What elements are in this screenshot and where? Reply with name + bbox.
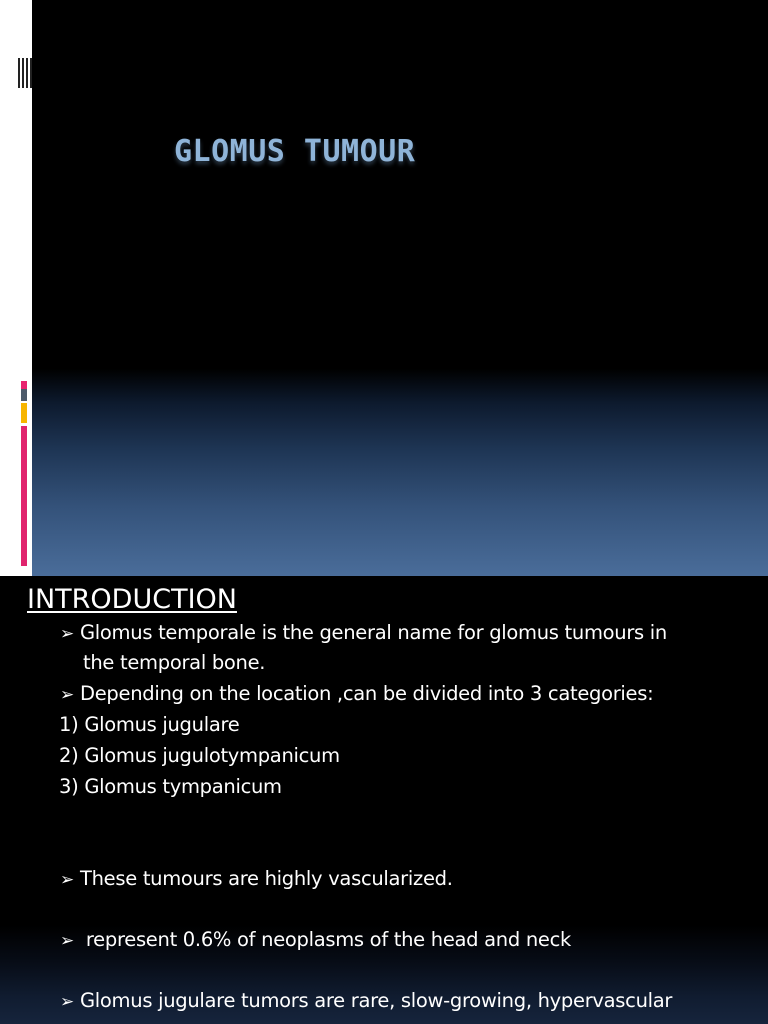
accent-bar-pink-top	[21, 381, 27, 389]
arrow-bullet-icon: ➢	[60, 624, 74, 644]
numbered-item-text: 3) Glomus tympanicum	[59, 775, 282, 798]
slide-1-background	[32, 0, 768, 576]
numbered-item-text: 2) Glomus jugulotympanicum	[59, 744, 340, 767]
bullet-line	[60, 867, 453, 890]
accent-bar-gray	[21, 389, 27, 401]
bullet-text: represent 0.6% of neoplasms of the head and neck	[80, 928, 572, 951]
bullet-text: These tumours are highly vascularized.	[80, 867, 453, 890]
bullet-text: Glomus jugulare tumors are rare, slow-growing, hypervascular	[80, 989, 673, 1012]
bullet-text: the temporal bone.	[83, 651, 266, 674]
bullet-text: Glomus temporale is the general name for glomus tumours in	[80, 621, 667, 644]
bullet-text: Depending on the location ,can be divided into 3 categories:	[80, 682, 654, 705]
section-heading: INTRODUCTION	[27, 584, 237, 615]
bullet-line	[60, 621, 667, 644]
numbered-item	[59, 775, 282, 798]
bullet-line	[60, 928, 571, 951]
accent-bar-yellow	[21, 403, 27, 423]
bullet-line	[60, 989, 672, 1012]
arrow-bullet-icon: ➢	[60, 992, 74, 1012]
numbered-item	[59, 713, 239, 736]
arrow-bullet-icon: ➢	[60, 870, 74, 890]
numbered-item-text: 1) Glomus jugulare	[59, 713, 240, 736]
bullet-line	[60, 682, 653, 705]
slide-2	[0, 576, 768, 1024]
numbered-item	[59, 744, 340, 767]
bullet-continuation	[83, 651, 265, 674]
arrow-bullet-icon: ➢	[60, 685, 74, 705]
slide-title: GLOMUS TUMOUR	[174, 134, 416, 169]
arrow-bullet-icon: ➢	[60, 931, 74, 951]
slide-edge-mark	[18, 58, 32, 88]
accent-bar-pink	[21, 426, 27, 566]
